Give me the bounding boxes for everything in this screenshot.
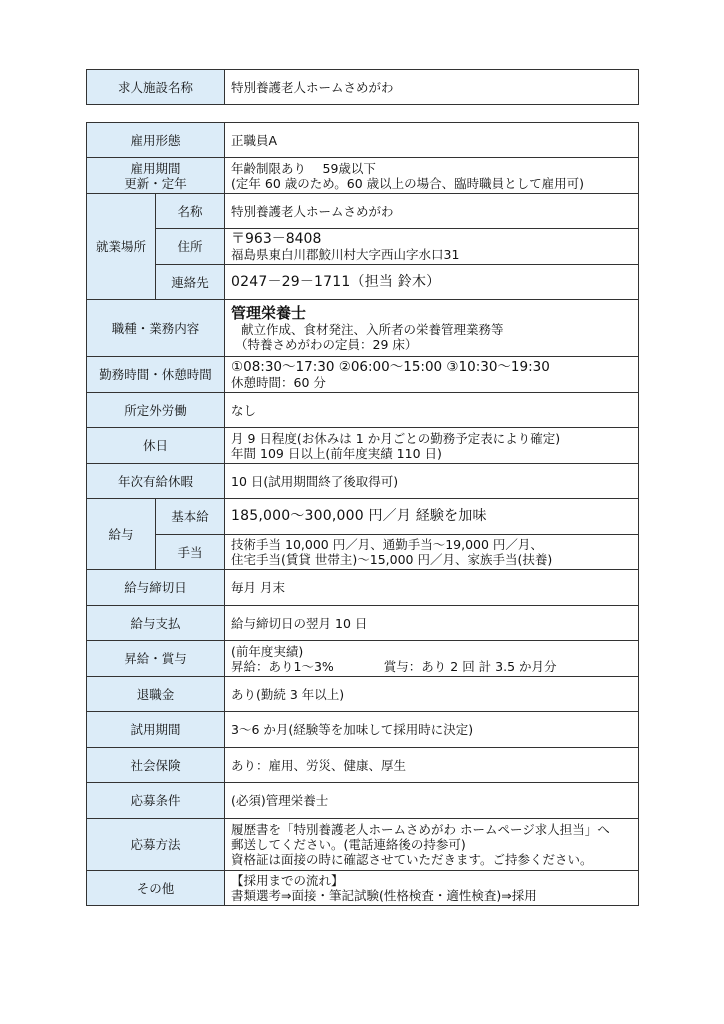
employment-period-value-line2: (定年 60 歳のため。60 歳以上の場合、臨時職員として雇用可) xyxy=(231,175,585,191)
insurance-row xyxy=(87,748,639,783)
salary-payment-label: 給与支払 xyxy=(87,606,225,641)
holidays-line1: 月 9 日程度(お休みは 1 か月ごとの勤務予定表により確定) xyxy=(231,430,561,446)
other-label: その他 xyxy=(87,871,225,906)
raise-bonus-value xyxy=(225,641,639,677)
raise-bonus-line2: 昇給：あり1～3% 賞与：あり 2 回 計 3.5 か月分 xyxy=(231,658,557,674)
workplace-name-value: 特別養護老人ホームさめがわ xyxy=(225,194,639,229)
employment-period-label-line2: 更新・定年 xyxy=(124,175,187,191)
trial-row xyxy=(87,712,639,748)
workplace-contact-value: 0247－29－1711（担当 鈴木） xyxy=(225,265,639,300)
employment-period-label xyxy=(87,158,225,194)
salary-payment-value: 給与締切日の翌月 10 日 xyxy=(225,606,639,641)
other-line2: 書類選考⇒面接・筆記試験(性格検査・適性検査)⇒採用 xyxy=(231,888,537,903)
street-address: 福島県東白川郡鮫川村大字西山字水口31 xyxy=(231,246,460,262)
holidays-label: 休日 xyxy=(87,428,225,464)
employment-period-label-line1: 雇用期間 xyxy=(130,160,181,176)
job-value xyxy=(225,300,639,357)
application-line3: 資格証は面接の時に確認させていただきます。ご持参ください。 xyxy=(231,852,593,867)
workplace-address-label: 住所 xyxy=(156,229,225,265)
salary-cutoff-row xyxy=(87,570,639,606)
allowance-line2: 住宅手当(賃貸 世帯主)～15,000 円／月、家族手当(扶養) xyxy=(231,552,553,567)
retirement-label: 退職金 xyxy=(87,677,225,712)
insurance-label: 社会保険 xyxy=(87,748,225,783)
other-line1: 【採用までの流れ】 xyxy=(231,873,344,888)
salary-allowance-label: 手当 xyxy=(156,535,225,570)
hours-row xyxy=(87,357,639,393)
application-row xyxy=(87,819,639,871)
application-line2: 郵送してください。(電話連絡後の持参可) xyxy=(231,837,466,852)
overtime-value: なし xyxy=(225,393,639,428)
holidays-value xyxy=(225,428,639,464)
application-line1: 履歴書を「特別養護老人ホームさめがわ ホームページ求人担当」へ xyxy=(231,822,610,837)
retirement-value: あり(勤続 3 年以上) xyxy=(225,677,639,712)
workplace-contact-row xyxy=(87,265,639,300)
hours-value xyxy=(225,357,639,393)
employment-period-value xyxy=(225,158,639,194)
application-label: 応募方法 xyxy=(87,819,225,871)
postal-code: 〒963－8408 xyxy=(231,230,322,247)
holidays-line2: 年間 109 日以上(前年度実績 110 日) xyxy=(231,445,442,461)
facility-label: 求人施設名称 xyxy=(87,70,225,105)
workplace-address-row xyxy=(87,229,639,265)
facility-table xyxy=(86,69,639,105)
paid-leave-label: 年次有給休暇 xyxy=(87,464,225,499)
employment-type-row xyxy=(87,123,639,158)
workplace-address-value xyxy=(225,229,639,265)
paid-leave-value: 10 日(試用期間終了後取得可) xyxy=(225,464,639,499)
salary-label: 給与 xyxy=(87,499,156,570)
other-value xyxy=(225,871,639,906)
application-value xyxy=(225,819,639,871)
shift-times: ①08:30～17:30 ②06:00～15:00 ③10:30～19:30 xyxy=(231,358,550,375)
facility-row xyxy=(87,70,639,105)
job-row xyxy=(87,300,639,357)
workplace-name-row xyxy=(87,194,639,229)
employment-period-value-line1: 年齢制限あり 59歳以下 xyxy=(231,160,376,176)
trial-value: 3～6 か月(経験等を加味して採用時に決定) xyxy=(225,712,639,748)
facility-name: 特別養護老人ホームさめがわ xyxy=(225,70,639,105)
salary-cutoff-value: 毎月 月末 xyxy=(225,570,639,606)
job-title: 管理栄養士 xyxy=(231,304,307,322)
requirements-label: 応募条件 xyxy=(87,783,225,819)
job-capacity: （特養さめがわの定員：29 床） xyxy=(235,337,418,352)
job-description: 献立作成、食材発注、入所者の栄養管理業務等 xyxy=(241,322,504,337)
employment-type-value: 正職員A xyxy=(225,123,639,158)
paid-leave-row xyxy=(87,464,639,499)
allowance-line1: 技術手当 10,000 円／月、通勤手当～19,000 円／月、 xyxy=(231,537,543,552)
job-label: 職種・業務内容 xyxy=(87,300,225,357)
salary-base-value: 185,000～300,000 円／月 経験を加味 xyxy=(225,499,639,535)
workplace-label: 就業場所 xyxy=(87,194,156,300)
raise-bonus-row xyxy=(87,641,639,677)
workplace-contact-label: 連絡先 xyxy=(156,265,225,300)
break-time: 休憩時間：60 分 xyxy=(231,374,326,390)
salary-base-row xyxy=(87,499,639,535)
holidays-row xyxy=(87,428,639,464)
salary-allowance-row xyxy=(87,535,639,570)
workplace-name-label: 名称 xyxy=(156,194,225,229)
overtime-row xyxy=(87,393,639,428)
raise-bonus-label: 昇給・賞与 xyxy=(87,641,225,677)
raise-bonus-line1: (前年度実績) xyxy=(231,643,304,659)
overtime-label: 所定外労働 xyxy=(87,393,225,428)
employment-type-label: 雇用形態 xyxy=(87,123,225,158)
salary-base-label: 基本給 xyxy=(156,499,225,535)
job-details-table xyxy=(86,122,639,906)
employment-period-row xyxy=(87,158,639,194)
other-row xyxy=(87,871,639,906)
salary-payment-row xyxy=(87,606,639,641)
salary-cutoff-label: 給与締切日 xyxy=(87,570,225,606)
insurance-value: あり：雇用、労災、健康、厚生 xyxy=(225,748,639,783)
salary-allowance-value xyxy=(225,535,639,570)
retirement-row xyxy=(87,677,639,712)
trial-label: 試用期間 xyxy=(87,712,225,748)
hours-label: 勤務時間・休憩時間 xyxy=(87,357,225,393)
requirements-value: (必須)管理栄養士 xyxy=(225,783,639,819)
requirements-row xyxy=(87,783,639,819)
